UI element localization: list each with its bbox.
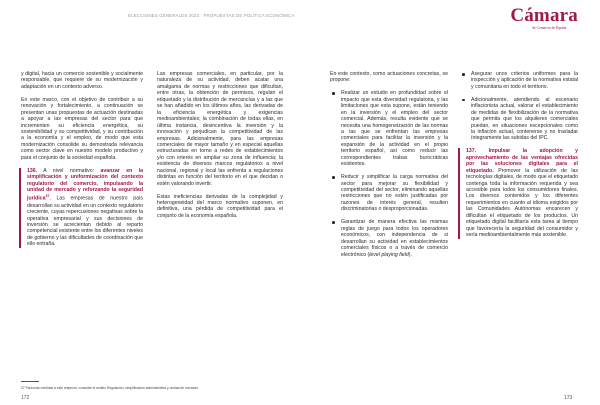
list-item [330,219,448,258]
logo-subtitle: de Comercio de España [532,26,567,30]
bullet-list [330,90,448,258]
paragraph: En este contexto, como actuaciones concretas, se propone: [330,71,448,84]
right-column-1 [330,71,448,264]
left-column-1 [21,71,143,254]
logo-word: Cámara [510,5,578,26]
footnote-divider [21,381,39,382]
left-column-2 [157,71,283,226]
proposal-title: avanzar en la simplificación y uniformización del contexto regulatorio del comercio, impulsando la unidad de mercado y reforzando la seguridad jurídica [27,167,143,203]
right-page [300,0,600,405]
footnote: 37 Para más medidas a este respecto, consultar el ámbito Regulación, simplificación administrativa y unidad de mercado. [21,386,199,390]
bullet-list [460,71,578,142]
list-item-text: Garantizar de manera efectiva las mismas reglas de juego para todos los operadores económicos, con independencia de si desarrollan su actividad en establecimientos comerciales físicos o a través de comercio electrónico ( [341,219,448,258]
proposal-intro: A nivel normativo: [37,167,101,174]
right-column-2 [460,71,578,245]
camara-logo [510,6,578,30]
page-number-left: 172 [21,395,30,401]
list-item: Realizar un estudio en profundidad sobre el impacto que esta diversidad regulatoria, y las limitaciones que esta supone, están teniendo en la inversión y el empleo del sector comercial. Además, resulta evidente que se necesita una homogeneización de las normas a las que se enfrentan las empresas comerciales para facilitar la inversión y la expansión de la actividad en el propio territorio español, así como reducir las correspondientes trabas burocráticas existentes. [330,90,448,167]
paragraph: Las empresas comerciales, en particular, por la naturaleza de su actividad, deben acatar una amalgama de normas y restricciones que dificultan, entre otras, la obtención de permisos, regulan el etiquetado y la distribución de mercancías y a las que se han añadido en los últimos años, las derivadas de la eficiencia energética y exigencias medioambientales; la combinación de todas ellas, en última instancia, desincentiva la inversión y la innovación y perjudican la competitividad de las empresas. Adicionalmente, para las empresas comerciales de mayor tamaño y en especial aquellas estructuradas en torno a redes de establecimientos y/o con interés en ampliar su zona de influencia; la existencia de diversos marcos regulatorios a nivel nacional, regional y local las enfrenta a regulaciones distintas en función del territorio en el que decidan o estén valorando invertir. [157,71,283,187]
page-number-right: 173 [564,395,573,401]
list-item: Asegurar unos criterios uniformes para la inspección y aplicación de la normativa estatal y comunitaria en todo el territorio. [460,71,578,90]
paragraph: y digital, hacia un comercio sostenible y socialmente responsable, que requiere de su modernización y adaptación en un contexto adverso. [21,71,143,90]
running-header: ELECCIONES GENERALES 2023 · PROPUESTAS DE POLÍTICA ECONÓMICA [128,13,295,18]
proposal-body: . Las empresas de nuestro país desarrollan su actividad en un contexto regulatorio creciente, cuyas repercusiones negativas sobre la operativa empresarial y sus decisiones de inversión se acrecientan debido al reparto competencial existente entre los diferentes niveles de gobierno y las dificultades de coordinación que ello entraña. [27,196,143,248]
footnote-ref[interactable]: 37 [45,194,50,199]
list-item-italic: level playing field [369,251,409,258]
proposal-number: 137. [466,148,477,155]
paragraph: En este marco, con el objetivo de contribuir a su renovación y fortalecimiento, a continuación se presentan unas propuestas de actuación destinadas a apoyar a las empresas del sector para que incrementen su eficiencia energética, su sostenibilidad y su competitividad, y su contribución a la economía y el empleo, de modo que esta modernización consolide su demostrada relevancia como sector clave en nuestro modelo productivo y para el conjunto de la sociedad española. [21,96,143,161]
proposal-136 [19,168,143,248]
paragraph: Estas ineficiencias derivadas de la complejidad y heterogeneidad del marco normativo suponen, en definitiva, una pérdida de competitividad para el conjunto de la economía española. [157,193,283,219]
list-item: Reducir y simplificar la carga normativa del sector para mejorar su flexibilidad y competitividad del sector, eliminando aquellas restricciones que no estén justificadas por razones de interés general, resulten discriminatorias o desproporcionadas. [330,174,448,213]
proposal-body: Promover la utilización de las tecnologías digitales, de modo que el etiquetado contenga toda la información requerida y sea accesible para todos los consumidores finales. Los diversos contenidos y los diferentes requerimientos en cuanto al idioma exigidos por las Comunidades Autónomas encarecen y dificultan el etiquetado de los productos. Un etiquetado digital facilitaría esta tarea al tiempo que favorecería la seguridad del consumidor y sería medioambientalmente más sostenible. [466,167,578,239]
proposal-title: Impulsar la adopción y aprovechamiento de las ventajas ofrecidas por las soluciones digitales para el etiquetado. [466,148,578,174]
proposal-number: 136. [27,167,38,174]
list-item: Adicionalmente, atendiendo al escenario inflacionista actual, valorar el establecimiento de medidas de flexibilización de la normativa que permita que los alquileres comerciales puedan, en situaciones excepcionales como la inflación actual, contenerse y no trasladar íntegramente las subidas del IPC. [460,97,578,142]
list-item-text-end: ). [408,251,412,258]
proposal-137 [458,148,578,238]
